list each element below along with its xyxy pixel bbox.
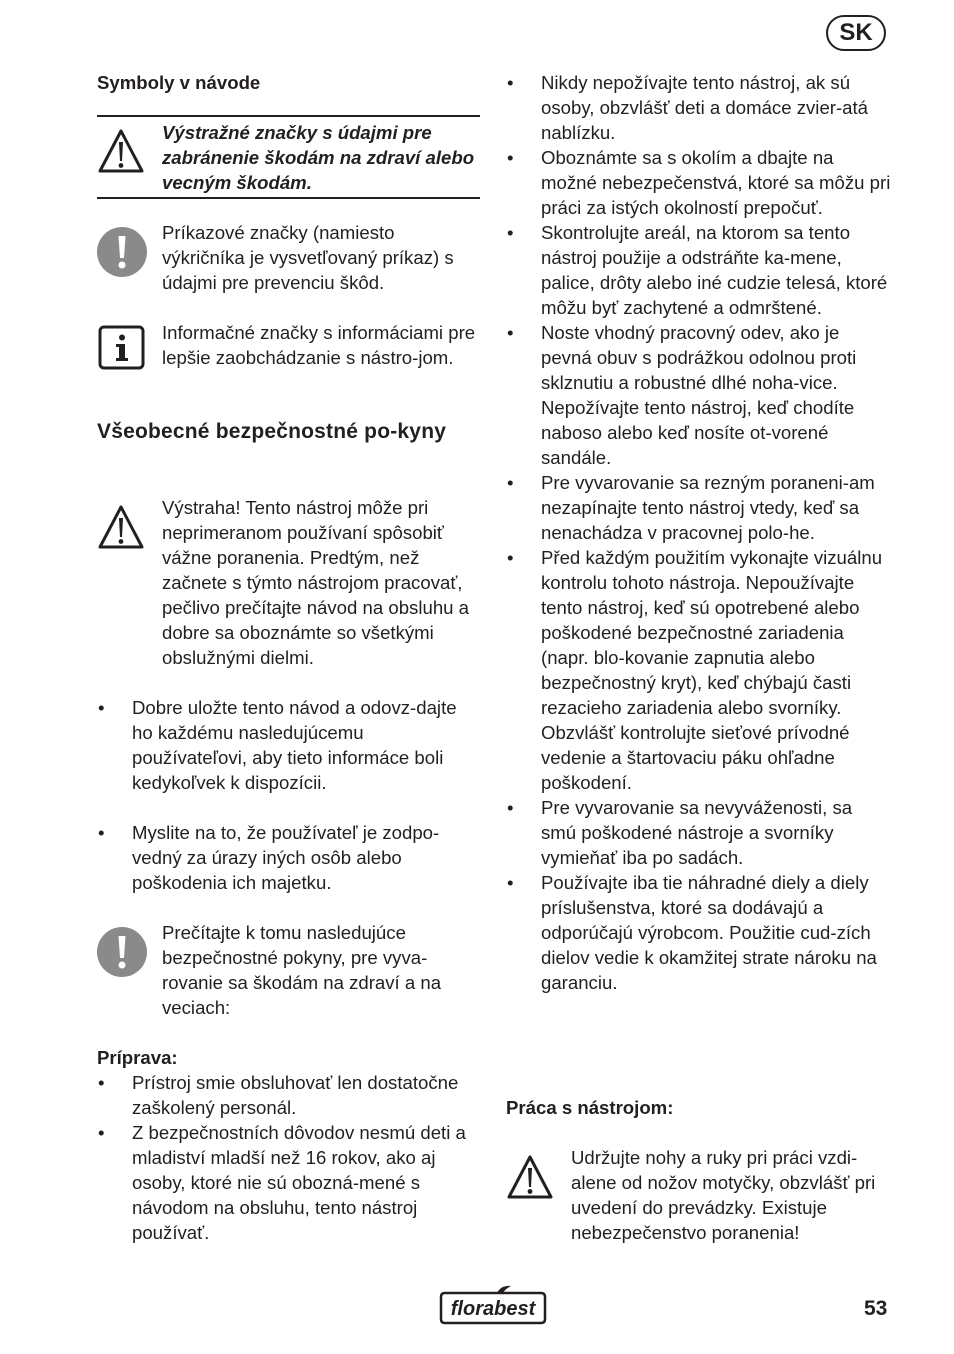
- command-exclamation-icon: [97, 227, 147, 277]
- safety-bullets-2: [96, 820, 480, 895]
- safety-heading: Všeobecné bezpečnostné po-kyny: [97, 420, 447, 443]
- warning-symbol-text: Výstražné značky s údajmi pre zabránenie škodám na zdraví alebo vecným škodám.: [162, 122, 475, 193]
- list-item: • Používajte iba tie náhradné diely a diely príslušenstva, ktoré sa dodávajú a odporúčajú výrobcom. Použitie cud-zích dielov vedie k okamžitej strate nároku na garanciu.: [505, 870, 891, 995]
- brand-text: florabest: [450, 1298, 536, 1320]
- list-item: • Dobre uložte tento návod a odovz-dajte ho každému nasledujúcemu používateľovi, aby tieto informáce boli kedykoľvek k dispozícii.: [96, 695, 480, 795]
- list-item: • Pre vyvarovanie sa rezným poraneni-am nezapínajte tento nástroj vtedy, keď sa nenachádza v pracovnej polo-he.: [505, 470, 891, 545]
- preparation-bullets: [96, 1070, 480, 1245]
- list-item: • Z bezpečnostních dôvodov nesmú deti a mladiství mladší než 16 rokov, ako aj osoby, ktoré nie sú obozná-mené s návodom na obsluhu, tento nástroj používať.: [96, 1120, 480, 1245]
- list-item: • Před každým použitím vykonajte vizuálnu kontrolu tohoto nástroja. Nepoužívajte tento nástroj, keď sú opotrebené alebo poškodené bezpečnostné zariadenia (napr. blo-kovanie zapnutia alebo bezpečnostný kryt), keď chýbajú časti rezacieho zariadenia alebo svorníky. Obzvlášť kontrolujte sieťové prívodné vedenie a štartovaciu páku ohľadne poškodení.: [505, 545, 891, 795]
- right-bullets: [505, 70, 891, 995]
- warning-triangle-icon: [506, 1154, 554, 1200]
- symbols-title: Symboly v návode: [97, 72, 261, 93]
- warning-triangle-icon: [97, 128, 145, 174]
- safety-bullets-1: [96, 695, 480, 795]
- command-symbol-text: Príkazové značky (namiesto výkričníka je vysvetľovaný príkaz) s údajmi pre prevenciu škôd.: [162, 222, 454, 293]
- list-item: • Pre vyvarovanie sa nevyváženosti, sa smú poškodené nástroje a svorníky vymieňať iba po sadách.: [505, 795, 891, 870]
- list-item: • Nikdy nepožívajte tento nástroj, ak sú osoby, obzvlášť deti a domáce zvier-atá nablízku.: [505, 70, 891, 145]
- work-warning-text: Udržujte nohy a ruky pri práci vzdi-alene od nožov motyčky, obzvlášť pri uvedení do prevádzky. Existuje nebezpečenstvo poranenia!: [571, 1147, 876, 1243]
- language-badge: SK: [826, 15, 886, 51]
- florabest-logo: [437, 1283, 549, 1327]
- list-item: • Prístroj smie obsluhovať len dostatočne zaškolený personál.: [96, 1070, 480, 1120]
- list-item: • Myslite na to, že používateľ je zodpo-vedný za úrazy iných osôb alebo poškodenia ich majetku.: [96, 820, 480, 895]
- bottom-rule: [97, 197, 480, 199]
- warning-triangle-icon: [97, 504, 145, 550]
- page-number: 53: [864, 1297, 888, 1320]
- list-item: • Skontrolujte areál, na ktorom sa tento nástroj použije a odstráňte ka-mene, palice, drôty alebo iné cudzie telesá, ktoré môžu byť zachytené a odmrštené.: [505, 220, 891, 320]
- info-symbol-text: Informačné značky s informáciami pre lepšie zaobchádzanie s nástro-jom.: [162, 322, 476, 368]
- preparation-title: Príprava:: [97, 1047, 178, 1068]
- top-rule: [97, 115, 480, 117]
- list-item: • Oboznámte sa s okolím a dbajte na možné nebezpečenstvá, ktoré sa môžu pri práci za istých okolností prepočuť.: [505, 145, 891, 220]
- info-icon: [98, 325, 146, 371]
- read-notice-text: Prečítajte k tomu nasledujúce bezpečnostné pokyny, pre vyva-rovanie sa škodám na zdraví a na veciach:: [162, 922, 442, 1018]
- safety-warning-text: Výstraha! Tento nástroj môže pri neprimeranom používaní spôsobiť vážne poranenia. Predtým, než začnete s týmto nástrojom pracovať, pečlivo prečítajte návod na obsluhu a dobre sa oboznámte so všetkými obslužnými dielmi.: [162, 497, 470, 668]
- list-item: • Noste vhodný pracovný odev, ako je pevná obuv s podrážkou odolnou proti sklznutiu a robustné dlhé noha-vice. Nepožívajte tento nástroj, keď chodíte naboso alebo keď nosíte ot-vorené sandále.: [505, 320, 891, 470]
- command-exclamation-icon: [97, 927, 147, 977]
- work-title: Práca s nástrojom:: [506, 1097, 674, 1118]
